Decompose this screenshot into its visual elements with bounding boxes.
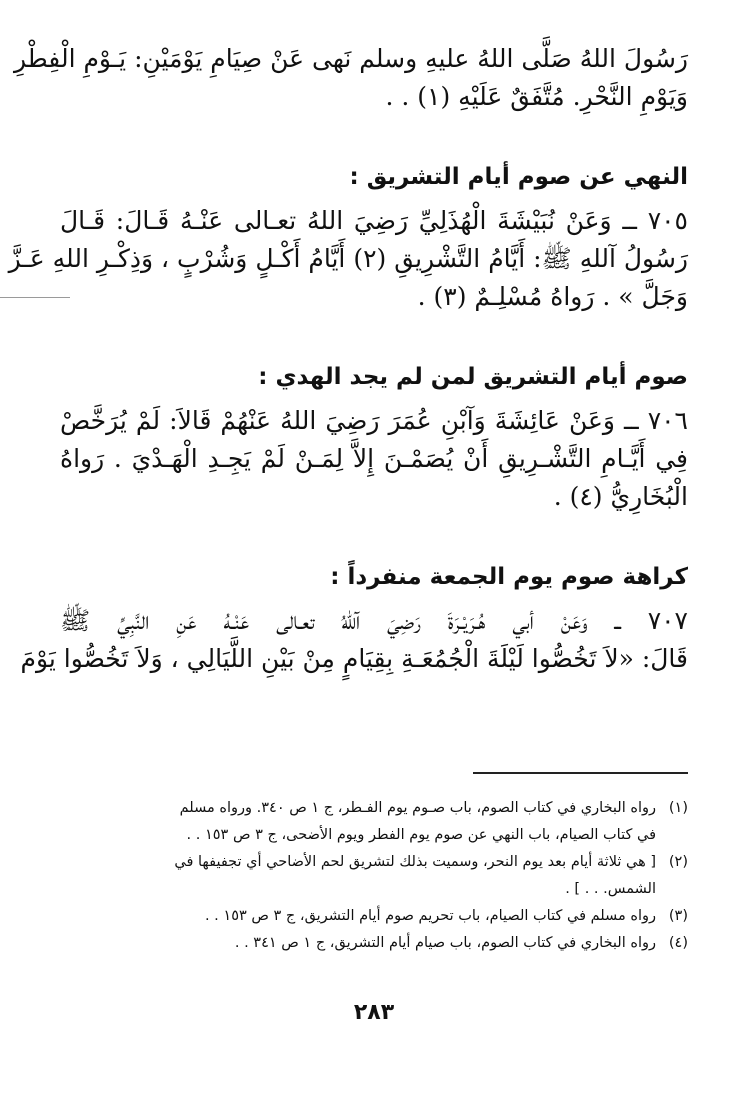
section-heading: صوم أيام التشريق لمن لم يجد الهدي : <box>258 364 688 390</box>
main-text <box>8 40 688 722</box>
footnote-text <box>60 903 656 930</box>
section-706 <box>60 360 688 516</box>
section-705 <box>8 160 688 316</box>
footnote-line: رواه مسلم في كتاب الصيام، باب تحريم صوم أيام التشريق، ج ٣ ص ١٥٣ . . <box>204 908 656 924</box>
footnote-line: رواه البخاري في كتاب الصوم، باب صيام أيام التشريق، ج ١ ص ٣٤١ . . <box>234 935 656 951</box>
text-line: الْبُخَارِيُّ (٤) . <box>553 482 688 511</box>
footnote <box>60 930 688 957</box>
text-line: ٧٠٧ ــ وَعَنْ أبي هُـرَيْـرَةَ رَضِيَ آللهُ تعـالى عَنْـهُ عَنِ النَّبِيِّ ﷺ <box>60 606 688 635</box>
text-line: فِي أَيَّـامِ التَّشْـرِيقِ أَنْ يُصَمْـنَ إِلاَّ لِمَـنْ لَمْ يَجِـدِ الْهَـدْيَ . رَواهُ <box>60 444 688 473</box>
text-line: قَالَ: «لاَ تَخُصُّوا لَيْلَةَ الْجُمُعَـةِ بِقِيَامٍ مِنْ بَيْنِ اللَّيَالِي ، وَلاَ تَخُصُّوا يَوْمَ <box>20 644 688 673</box>
text-line: ٧٠٥ ــ وَعَنْ نُبَيْشَةَ الْهُذَلِيِّ رَضِيَ اللهُ تعـالى عَنْـهُ قَـالَ: قَـالَ <box>60 206 688 235</box>
footnote <box>60 849 688 903</box>
footnote-line: في كتاب الصيام، باب النهي عن صوم يوم الفطر ويوم الأضحى، ج ٣ ص ١٥٣ . . <box>186 827 656 843</box>
text-line: وَجَلَّ » . رَواهُ مُسْلِـمٌ (٣) . <box>417 282 688 311</box>
footnote-number: (٣) <box>668 908 688 924</box>
page-number: ٢٨٣ <box>353 1000 395 1025</box>
footnote <box>60 903 688 930</box>
footnote-number: (٤) <box>668 935 688 951</box>
footnotes <box>60 795 688 957</box>
footnote-text <box>60 795 656 849</box>
footnote-number: (٢) <box>668 854 688 870</box>
footnote-line: الشمس. . . ] . <box>565 881 656 897</box>
footnote-line: رواه البخاري في كتاب الصوم، باب صـوم يوم الفـطر، ج ١ ص ٣٤٠. ورواه مسلم <box>179 800 656 816</box>
text-line: ٧٠٦ ــ وَعَنْ عَائِشَةَ وَآبْنِ عُمَرَ رَضِيَ اللهُ عَنْهُمْ قَالاَ: لَمْ يُرَخَّصْ <box>60 406 688 435</box>
text-line: رَسُولَ اللهُ صَلَّى اللهُ عليهِ وسلم نَهى عَنْ صِيَامِ يَوْمَيْنِ: يَـوْمِ الْفِطْرِ <box>14 44 688 73</box>
footnote-line: [ هي ثلاثة أيام بعد يوم النحر، وسميت بذلك لتشريق لحم الأضاحي أي تجفيفها في <box>174 854 656 870</box>
text-line: وَيَوْمِ النَّحْرِ. مُتَّفَقٌ عَلَيْهِ (١) . . <box>385 82 688 111</box>
intro-paragraph <box>14 40 688 116</box>
footnote-text <box>60 930 656 957</box>
footnote-divider <box>473 772 688 774</box>
section-707 <box>20 560 688 678</box>
footnote-number: (١) <box>668 800 688 816</box>
section-heading: كراهة صوم يوم الجمعة منفرداً : <box>330 564 688 590</box>
footnote-text <box>60 849 656 903</box>
section-heading: النهي عن صوم أيام التشريق : <box>349 164 688 190</box>
footnote <box>60 795 688 849</box>
text-line: رَسُولُ آللهِ ﷺ: أَيَّامُ التَّشْرِيقِ (٢) أَيَّامُ أَكْـلٍ وَشُرْبٍ ، وَذِكْـرِ اللهِ عَـزَّ <box>8 244 688 273</box>
